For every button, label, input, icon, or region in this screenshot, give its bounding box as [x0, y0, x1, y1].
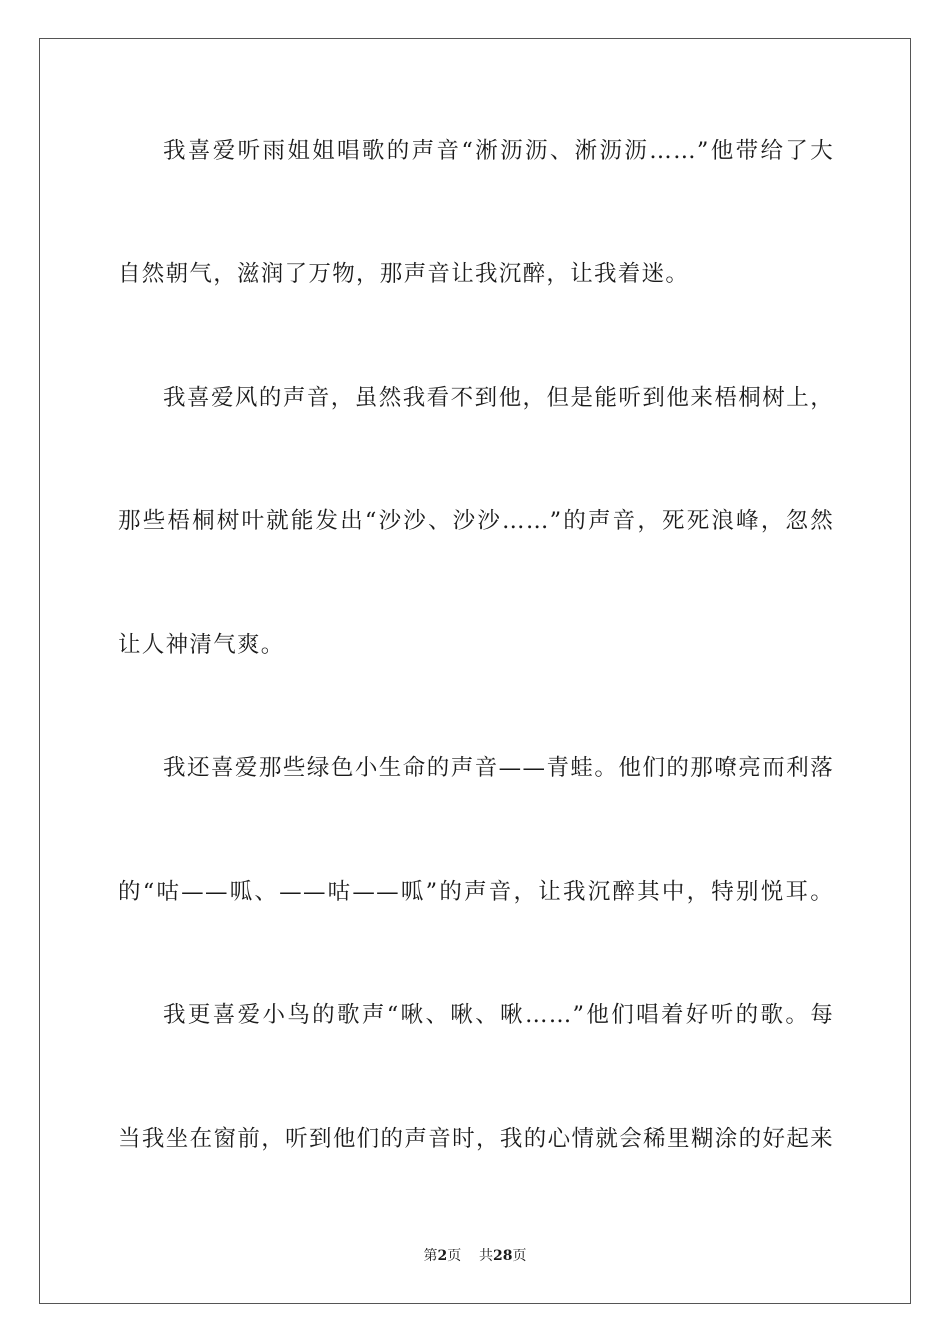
- paragraph-2-line-3: 让人神清气爽。: [118, 632, 285, 658]
- paragraph-1-line-2: 自然朝气，滋润了万物，那声音让我沉醉，让我着迷。: [118, 261, 690, 287]
- footer-current-page: 2: [437, 1248, 448, 1264]
- page-border: [39, 38, 911, 1304]
- footer-page-suffix: 页: [447, 1248, 462, 1264]
- footer-prefix: 第: [423, 1248, 438, 1264]
- paragraph-3-line-1: 我还喜爱那些绿色小生命的声音——青蛙。他们的那嘹亮而利落: [163, 755, 834, 781]
- paragraph-1-line-1: 我喜爱听雨姐姐唱歌的声音“淅沥沥、淅沥沥……”他带给了大: [163, 138, 834, 164]
- paragraph-4-line-1: 我更喜爱小鸟的歌声“啾、啾、啾……”他们唱着好听的歌。每: [163, 1002, 834, 1028]
- footer-total-pages: 28: [493, 1248, 513, 1264]
- footer-total-prefix: 共: [479, 1248, 494, 1264]
- paragraph-3-line-2: 的“咕——呱、——咕——呱”的声音，让我沉醉其中，特别悦耳。: [118, 879, 834, 905]
- footer-total-suffix: 页: [512, 1248, 527, 1264]
- paragraph-2-line-2: 那些梧桐树叶就能发出“沙沙、沙沙……”的声音，死死浪峰，忽然: [118, 508, 834, 534]
- page-footer: [0, 1246, 950, 1266]
- paragraph-4-line-2: 当我坐在窗前，听到他们的声音时，我的心情就会稀里糊涂的好起来: [118, 1126, 834, 1152]
- paragraph-2-line-1: 我喜爱风的声音，虽然我看不到他，但是能听到他来梧桐树上，: [163, 385, 834, 411]
